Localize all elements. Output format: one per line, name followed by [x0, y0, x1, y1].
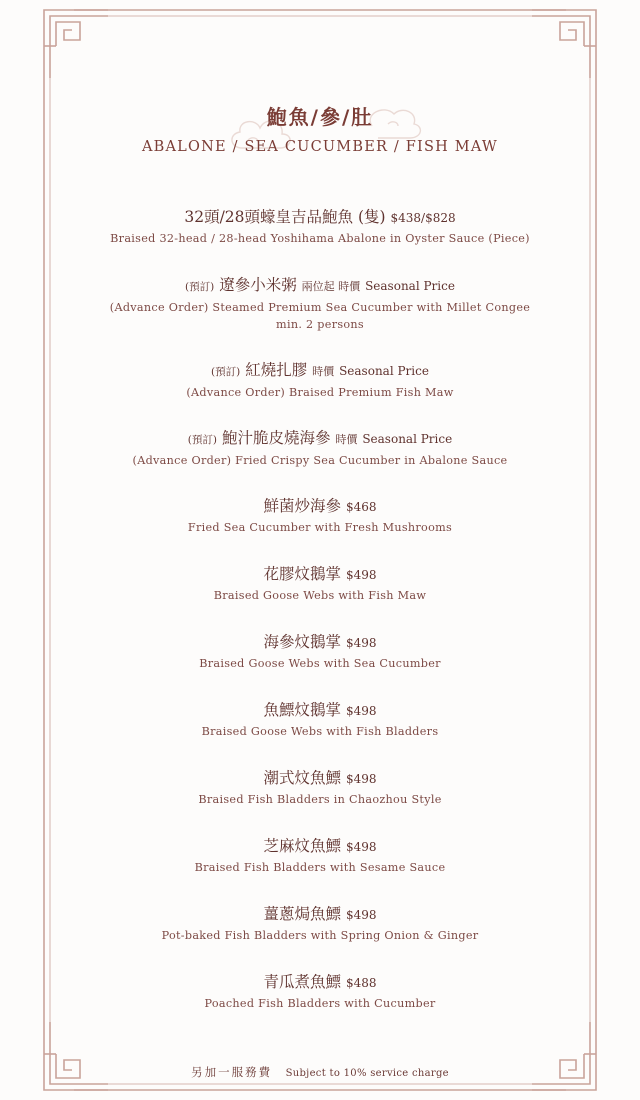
item-price: $488 — [345, 976, 377, 990]
item-name-en: (Advance Order) Steamed Premium Sea Cucumber with Millet Congee — [109, 301, 531, 314]
item-name-cn: 花膠炆鵝掌 — [263, 565, 342, 583]
fret-corner-icon — [530, 6, 600, 78]
item-name-cn: 紅燒扎膠 — [245, 361, 308, 379]
menu-item-list — [0, 205, 640, 1038]
item-price: $498 — [345, 772, 377, 786]
item-note-cn: 時價 — [312, 365, 335, 378]
item-name-cn: 魚鰾炆鵝掌 — [263, 701, 342, 719]
item-name-en: Braised Goose Webs with Fish Bladders — [201, 725, 439, 738]
section-title-en: ABALONE / SEA CUCUMBER / FISH MAW — [141, 139, 499, 155]
section-title-cn: 鮑魚/參/肚 — [266, 105, 374, 129]
item-name-cn: 薑蔥焗魚鰾 — [263, 905, 342, 923]
service-charge-note — [0, 1064, 640, 1080]
item-name-en: Pot-baked Fish Bladders with Spring Onion & Ginger — [161, 929, 479, 942]
item-prefix: (預訂) — [211, 366, 241, 378]
item-name-en: (Advance Order) Fried Crispy Sea Cucumber in Abalone Sauce — [132, 454, 508, 467]
item-price: $498 — [345, 840, 377, 854]
item-price: $438/$828 — [390, 211, 456, 225]
item-price: $498 — [345, 704, 377, 718]
item-name-cn: 鮑汁脆皮燒海參 — [221, 429, 331, 447]
item-price: Seasonal Price — [339, 364, 429, 378]
item-name-cn: 鮮菌炒海參 — [263, 497, 342, 515]
item-price: Seasonal Price — [365, 279, 455, 293]
menu-item — [0, 494, 640, 562]
item-name-en: Braised Fish Bladders in Chaozhou Style — [198, 793, 442, 806]
menu-item — [0, 358, 640, 426]
fret-corner-icon — [40, 6, 110, 78]
item-name-cn: 海參炆鵝掌 — [263, 633, 342, 651]
item-name-en: Poached Fish Bladders with Cucumber — [204, 997, 436, 1010]
menu-item — [0, 273, 640, 358]
item-name-cn: 32頭/28頭蠔皇吉品鮑魚 (隻) — [184, 208, 386, 226]
item-price: Seasonal Price — [362, 432, 453, 446]
item-name-cn: 遼參小米粥 — [219, 276, 297, 294]
item-name-en: Braised Fish Bladders with Sesame Sauce — [194, 861, 446, 874]
item-name-cn: 青瓜煮魚鰾 — [263, 973, 342, 991]
item-name-en: Fried Sea Cucumber with Fresh Mushrooms — [187, 521, 453, 534]
item-price: $498 — [345, 568, 377, 582]
item-note-en: min. 2 persons — [276, 318, 364, 331]
menu-item — [0, 562, 640, 630]
item-prefix: (預訂) — [187, 434, 217, 446]
item-prefix: (預訂) — [185, 281, 215, 293]
item-price: $498 — [345, 908, 377, 922]
service-charge-cn: 另加一服務費 — [191, 1065, 273, 1079]
item-price: $498 — [345, 636, 377, 650]
item-price: $468 — [345, 500, 377, 514]
item-name-en: Braised 32-head / 28-head Yoshihama Abalone in Oyster Sauce (Piece) — [110, 232, 530, 245]
menu-item — [0, 698, 640, 766]
menu-item — [0, 970, 640, 1038]
menu-item — [0, 766, 640, 834]
item-name-cn: 潮式炆魚鰾 — [263, 769, 342, 787]
menu-item — [0, 426, 640, 494]
menu-item — [0, 834, 640, 902]
item-name-en: Braised Goose Webs with Fish Maw — [213, 589, 427, 602]
menu-item — [0, 902, 640, 970]
item-note-cn: 時價 — [335, 433, 358, 446]
item-name-en: Braised Goose Webs with Sea Cucumber — [199, 657, 441, 670]
item-note-cn: 兩位起 時價 — [301, 280, 361, 293]
item-name-cn: 芝麻炆魚鰾 — [263, 837, 342, 855]
item-name-en: (Advance Order) Braised Premium Fish Maw — [186, 386, 454, 399]
menu-item — [0, 630, 640, 698]
menu-item — [0, 205, 640, 273]
service-charge-en: Subject to 10% service charge — [285, 1068, 449, 1079]
